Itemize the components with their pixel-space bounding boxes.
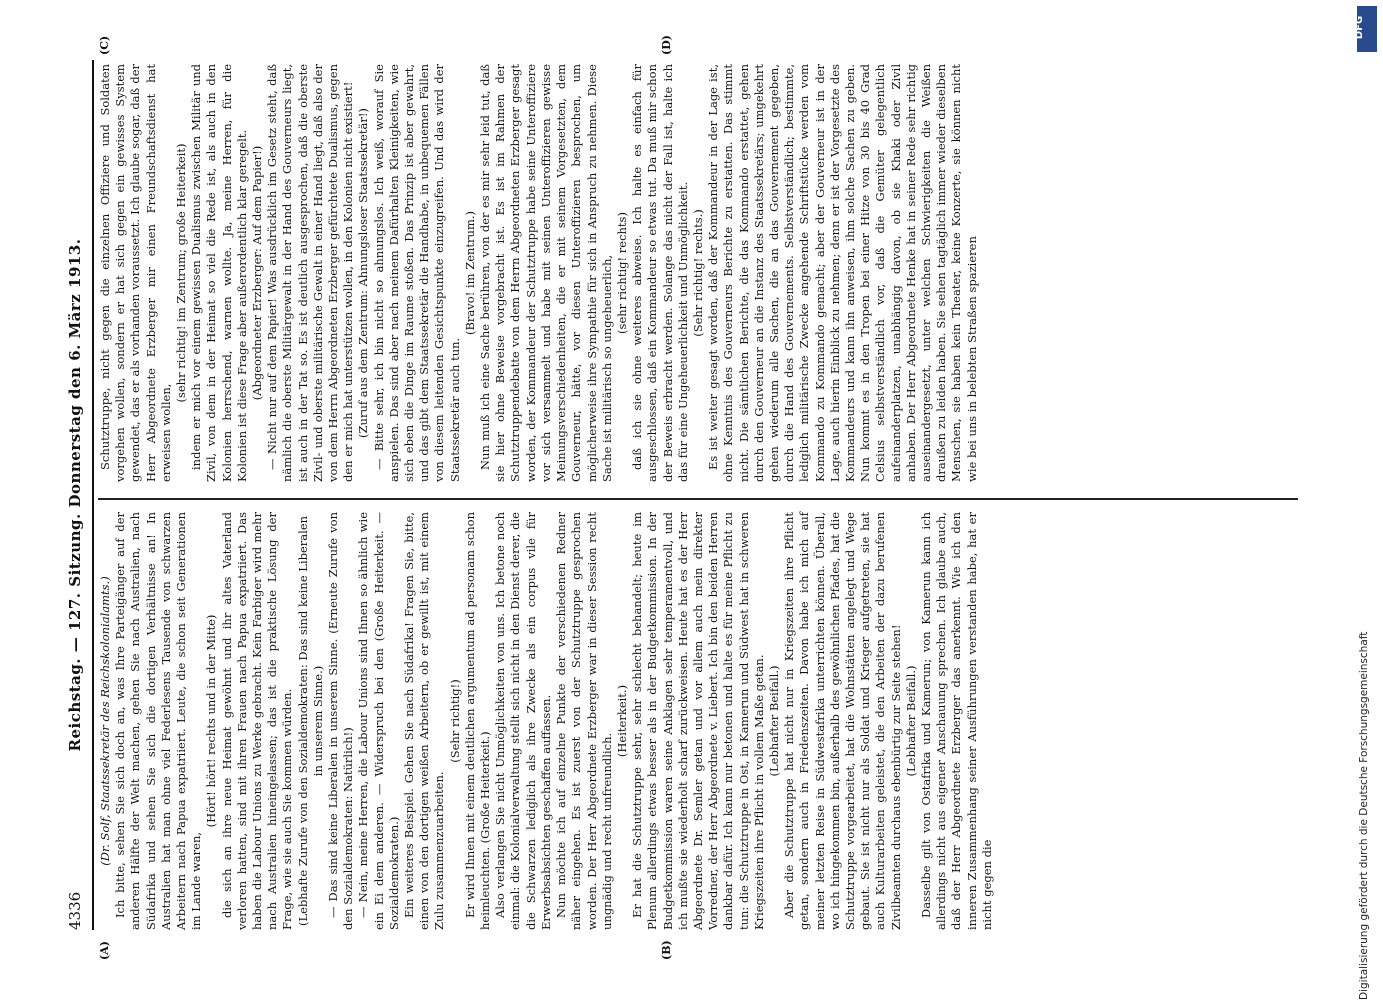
paragraph: Schutztruppe, nicht gegen die einzelnen Offiziere und Soldaten vorgehen wollen, sondern er hat sich gegen ein gewisses System gewendet, das er als vorhanden voraussetzt. Ich glaube sogar, daß der Herr Abgeordnete Erzberger mir einen Freundschaftsdienst hat erweisen wollen, — [98, 64, 173, 482]
interjection: (Lebhafter Beifall.) — [903, 665, 918, 777]
paragraph: — Nicht nur auf dem Papier! Was ausdrücklich im Gesetz steht, daß nämlich die oberste Militärgewalt in der Hand des Gouverneurs liegt, ist auch in der Tat so. Es ist deutlich ausgesprochen, daß die oberste Zivil- und oberste militärische Gewalt in einer Hand liegt, daß also der von dem Herrn Abgeordneten Erzberger gefürchtete Dualismus, gegen den er mich hat unterstützen wollen, in den Kolonien nicht existiert! — [265, 64, 356, 482]
paragraph: Er hat die Schutztruppe sehr, sehr schlecht behandelt; heute im Plenum allerdings etwas besser als in der Budgetkommission. In der Budgetkommission waren seine Anklagen sehr temperamentvoll, und ich mußte sie wiederholt scharf zurückweisen. Heute hat es der Herr Abgeordnete Dr. Semler getan und vor allem auch mein direkter Vorredner, der Herr Abgeordnete v. Liebert. Ich bin den beiden Herren dankbar dafür. Ich kann nur betonen und halte es für meine Pflicht zu tun: die Schutztruppe in Ost, in Kamerun und Südwest hat in schweren Kriegszeiten ihre Pflicht in vollem Maße getan. — [630, 512, 766, 930]
page-title: Reichstag. — 127. Sitzung. Donnerstag den 6. März 1913. — [66, 238, 84, 752]
interjection: (Heiterkeit.) — [614, 684, 629, 758]
interjection: (Lebhafter Beifall.) — [766, 665, 781, 777]
paragraph: Es ist weiter gesagt worden, daß der Kommandeur in der Lage ist, ohne Kenntnis des Gouverneurs Berichte zu erstatten. Das stimmt nicht. Die sämtlichen Berichte, die das Kommando erstattet, gehen durch den Gouverneur an die Instanz des Staatssekretärs; umgekehrt gehen wiederum alle Sachen, die an das Gouvernement gegeben, durch die Hand des Gouvernements. Selbstverständlich; bestimmte, lediglich militärische Zwecke angehende Schriftstücke werden vom Kommando zu Kommando gemacht; aber der Gouverneur ist in der Lage, auch hierin Einblick zu nehmen; denn er ist der Vorgesetzte des Kommandeurs und kann ihn anweisen, ihm solche Sachen zu geben. Nun kommt es in den Tropen bei einer Hitze von 30 bis 40 Grad Celsius selbstverständlich vor, daß die Gemüter gelegentlich aufeinanderplatzen, unabhängig davon, ob sie Khaki oder Zivil anhaben. Der Herr Abgeordnete Henke hat in seiner Rede sehr richtig auseinandergesetzt, unter welchen Schwierigkeiten die Weißen draußen zu leiden haben. Sie sehen tagtäglich immer wieder dieselben Menschen, sie haben kein Theater, keine Konzerte, sie können nicht wie bei uns in belebten Straßen spazieren — [706, 64, 979, 482]
digitization-credit — [1352, 0, 1383, 1000]
interjection: (Sehr richtig! rechts.) — [690, 209, 705, 337]
right-text-column — [98, 64, 980, 482]
interjection: (Bravo! im Zentrum.) — [462, 211, 477, 336]
paragraph: — Bitte sehr, ich bin nicht so ahnungslos. Ich weiß, worauf Sie anspielen. Das sind aber nach meinem Dafürhalten Kleinigkeiten, wie sich eben die Dinge im Raume stoßen. Das Prinzip ist aber gewahrt, und das gibt dem Staatssekretär die Handhabe, in unbequemen Fällen von diesem leitenden Gesichtspunkte einzugreifen. Und das wird der Staatssekretär auch tun. — [371, 64, 462, 482]
margin-marker-c: (C) — [98, 35, 111, 55]
paragraph: Aber die Schutztruppe hat nicht nur in Kriegszeiten ihre Pflicht getan, sondern auch in Friedenszeiten. Davon habe ich mich auf meiner letzten Reise in Südwestafrika unterrichten können. Überall, wo ich hingekommen bin, außerhalb des gewöhnlichen Pfades, hat die Schutztruppe vorgearbeitet, hat die Wohnstätten angelegt und Wege gebaut. Sie ist nicht nur als Soldat und Krieger aufgetreten, sie hat auch Kulturarbeiten geleistet, die den Arbeiten der dazu berufenen Zivilbeamten durchaus ebenbürtig zur Seite stehen! — [782, 512, 903, 930]
paragraph: daß ich sie ohne weiteres abweise. Ich halte es einfach für ausgeschlossen, daß ein Kommandeur so etwas tut. Da muß mir schon der Beweis erbracht werden. Solange das nicht der Fall ist, halte ich das für eine Ungeheuerlichkeit und Unmöglichkeit. — [630, 64, 690, 482]
interjection: (Abgeordneter Erzberger: Auf dem Papier!) — [250, 145, 265, 401]
speaker-line: (Dr. Solf, Staatssekretär des Reichskolonialamts.) — [98, 576, 112, 866]
column-divider — [98, 499, 1298, 501]
credit-text: Digitalisierung gefördert durch die Deutsche Forschungsgemeinschaft — [1358, 631, 1370, 1000]
paragraph: indem er mich vor einem gewissen Dualismus zwischen Militär und Zivil, von dem in der Heimat so viel die Rede ist, als auch in den Kolonien herrschend, warnen wollte. Ja, meine Herren, für die Kolonien ist diese Frage aber außerordentlich klar geregelt. — [189, 64, 249, 482]
interjection: (sehr richtig! rechts) — [614, 212, 629, 334]
paragraph: Ich bitte, sehen Sie sich doch an, was Ihre Parteigänger auf der anderen Hälfte der Welt machen, gehen Sie nach Australien, nach Südafrika und sehen Sie sich die dortigen Verhältnisse an! In Australien hat man ohne viel Federlesens Tausende von schwarzen Arbeitern nach Papua expatriiert. Leute, die schon seit Generationen im Lande waren, — [113, 512, 204, 930]
margin-marker-b: (B) — [660, 940, 673, 960]
paragraph: Ein weiteres Beispiel. Gehen Sie nach Südafrika! Fragen Sie, bitte, einen von den dortigen weißen Arbeitern, ob er gewillt ist, mit einem Zulu zusammenzuarbeiten. — [402, 512, 447, 930]
paragraph: Also verlangen Sie nicht Unmöglichkeiten von uns. Ich betone noch einmal: die Kolonialverwaltung stellt sich nicht in den Dienst derer, die die Schwarzen lediglich als ihre Zwecke als ein corpus vile für Erwerbsabsichten geschaffen auffassen. — [493, 512, 553, 930]
interjection: (Lebhafte Zurufe von den Sozialdemokraten: Das sind keine Liberalen in unserem Sinne.) — [295, 515, 325, 927]
paragraph: die sich an ihre neue Heimat gewöhnt und ihr altes Vaterland verloren hatten, sind mit ihren Frauen nach Papua expatriiert. Das haben die Labour Unions zu Werke gebracht. Kein Farbiger wird mehr nach Australien hineingelassen; das ist die praktische Lösung der Frage, wie sie auch Sie kommen würden. — [219, 512, 295, 930]
page-number: 4336 — [66, 891, 84, 930]
paragraph: Nun muß ich eine Sache berühren, von der es mir sehr leid tut, daß sie hier ohne Beweise vorgebracht ist. Es ist im Rahmen der Schutztruppendebatte von dem Herrn Abgeordneten Erzberger gesagt worden, der Kommandeur der Schutztruppe habe seine Unteroffiziere vor sich versammelt und habe mit seinen Unteroffizieren gewisse Meinungsverschiedenheiten, die er mit seinem Vorgesetzten, dem Gouverneur, hätte, vor diesen Unteroffizieren besprochen, um möglicherweise ihre Sympathie für sich in Anspruch zu nehmen. Diese Sache ist militärisch so ungeheuerlich, — [478, 64, 614, 482]
paragraph: Dasselbe gilt von Ostafrika und Kamerun; von Kamerun kann ich allerdings nicht aus eigener Anschauung sprechen. Ich glaube auch, daß der Herr Abgeordnete Erzberger das anerkennt. Wie ich den inneren Zusammenhang seiner Ausführungen verstanden habe, hat er nicht gegen die — [918, 512, 994, 930]
interjection: (Hört! hört! rechts und in der Mitte) — [204, 614, 219, 828]
paragraph: Nun möchte ich auf einzelne Punkte der verschiedenen Redner näher eingehen. Es ist zuerst von der Schutztruppe gesprochen worden. Der Herr Abgeordnete Erzberger war in dieser Session recht ungnädig und recht unfreundlich. — [554, 512, 614, 930]
paragraph: — Nein, meine Herren, die Labour Unions sind Ihnen so ähnlich wie ein Ei dem anderen. — Widerspruch bei den (Große Heiterkeit. — Sozialdemokraten.) — [356, 512, 401, 930]
interjection: (Zuruf aus dem Zentrum: Ahnungsloser Staatssekretär!) — [356, 108, 371, 438]
page-header — [62, 60, 90, 930]
interjection: (sehr richtig! im Zentrum; große Heiterkeit) — [174, 143, 189, 403]
paragraph: — Das sind keine Liberalen in unserem Sinne. (Erneute Zurufe von den Sozialdemokraten: Natürlich!) — [326, 512, 356, 930]
margin-marker-a: (A) — [98, 941, 111, 960]
interjection: (Sehr richtig!) — [447, 679, 462, 763]
header-rule — [92, 60, 94, 930]
left-text-column — [98, 512, 995, 930]
margin-marker-d: (D) — [660, 35, 673, 55]
paragraph: Er wird Ihnen mit einem deutlichen argumentum ad personam schon heimleuchten. (Große Heiterkeit.) — [462, 512, 493, 930]
dfg-logo: DFG — [1357, 6, 1377, 52]
